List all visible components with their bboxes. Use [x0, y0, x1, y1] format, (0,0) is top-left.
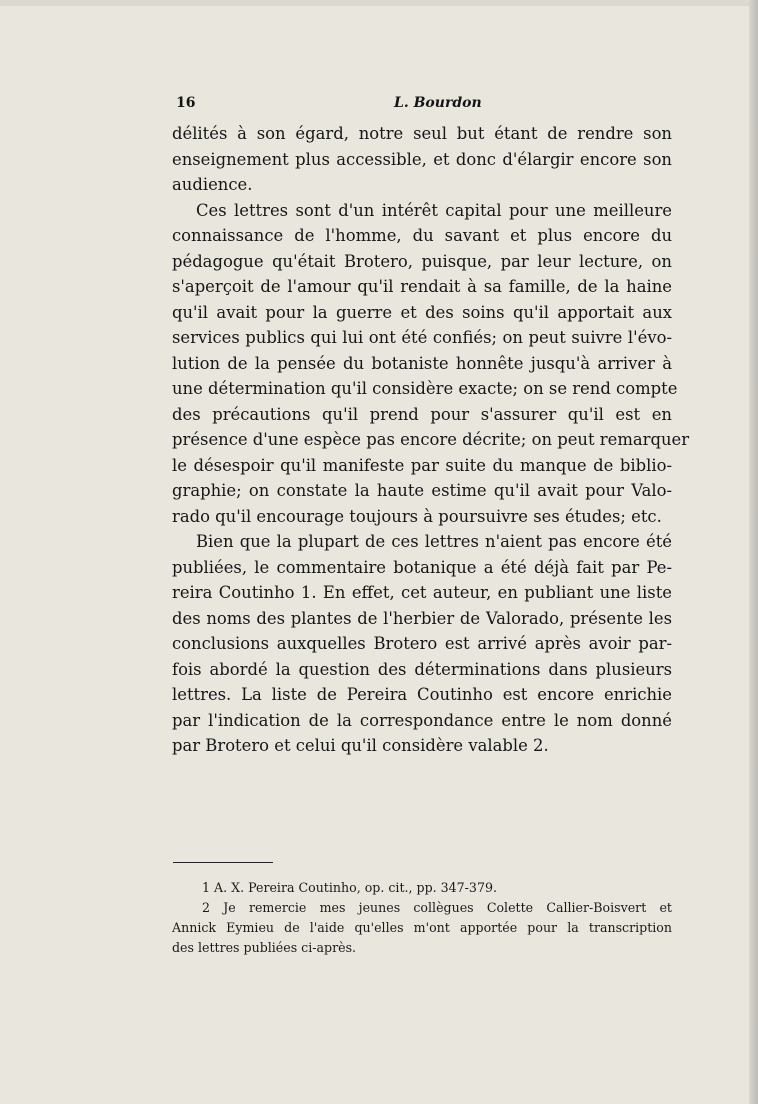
body-line: une détermination qu'il considère exacte; on se rend compte	[172, 379, 678, 398]
body-line: conclusions auxquelles Brotero est arrivé après avoir par-	[172, 634, 672, 653]
body-line: Bien que la plupart de ces lettres n'aient pas encore été	[196, 532, 672, 551]
body-line: pédagogue qu'était Brotero, puisque, par leur lecture, on	[172, 251, 672, 271]
body-line: qu'il avait pour la guerre et des soins qu'il apportait aux	[172, 302, 672, 322]
body-line: par Brotero et celui qu'il considère valable 2.	[172, 736, 549, 755]
body-line: reira Coutinho 1. En effet, cet auteur, en publiant une liste	[172, 583, 672, 602]
body-line: par l'indication de la correspondance entre le nom donné	[172, 710, 672, 730]
body-line: délités à son égard, notre seul but étant de rendre son	[172, 124, 672, 143]
running-head: L. Bourdon	[394, 95, 482, 111]
footnote-line: des lettres publiées ci-après.	[172, 940, 357, 955]
body-line: lettres. La liste de Pereira Coutinho est encore enrichie	[172, 685, 672, 704]
body-line: présence d'une espèce pas encore décrite; on peut remarquer	[172, 430, 690, 449]
body-line: Ces lettres sont d'un intérêt capital pour une meilleure	[196, 200, 672, 220]
footnote-line: 2 Je remercie mes jeunes collègues Colette Callier-Boisvert et	[202, 900, 672, 915]
body-line: enseignement plus accessible, et donc d'élargir encore son	[172, 149, 672, 169]
footnote-rule	[173, 862, 273, 863]
body-text	[172, 121, 690, 759]
body-line: des précautions qu'il prend pour s'assurer qu'il est en	[172, 404, 672, 424]
body-line: s'aperçoit de l'amour qu'il rendait à sa famille, de la haine	[172, 277, 672, 296]
body-line: publiées, le commentaire botanique a été déjà fait par Pe-	[172, 557, 672, 577]
page-number: 16	[176, 95, 196, 111]
body-line: services publics qui lui ont été confiés; on peut suivre l'évo-	[172, 328, 672, 347]
body-line: rado qu'il encourage toujours à poursuivre ses études; etc.	[172, 506, 662, 526]
body-line: connaissance de l'homme, du savant et plus encore du	[172, 226, 672, 245]
footnote-line: Annick Eymieu de l'aide qu'elles m'ont apportée pour la transcription	[172, 920, 672, 935]
footnote-line: 1 A. X. Pereira Coutinho, op. cit., pp. 347-379.	[202, 880, 497, 895]
body-line: audience.	[172, 175, 253, 194]
body-line: lution de la pensée du botaniste honnête jusqu'à arriver à	[172, 353, 672, 373]
body-line: le désespoir qu'il manifeste par suite du manque de biblio-	[172, 455, 672, 475]
page-top-edge	[0, 0, 758, 6]
body-line: graphie; on constate la haute estime qu'il avait pour Valo-	[172, 481, 672, 500]
page-right-edge	[749, 0, 758, 1104]
body-line: fois abordé la question des déterminations dans plusieurs	[172, 659, 672, 679]
page-header	[172, 95, 672, 117]
body-line: des noms des plantes de l'herbier de Valorado, présente les	[172, 608, 672, 628]
footnotes	[172, 878, 672, 958]
